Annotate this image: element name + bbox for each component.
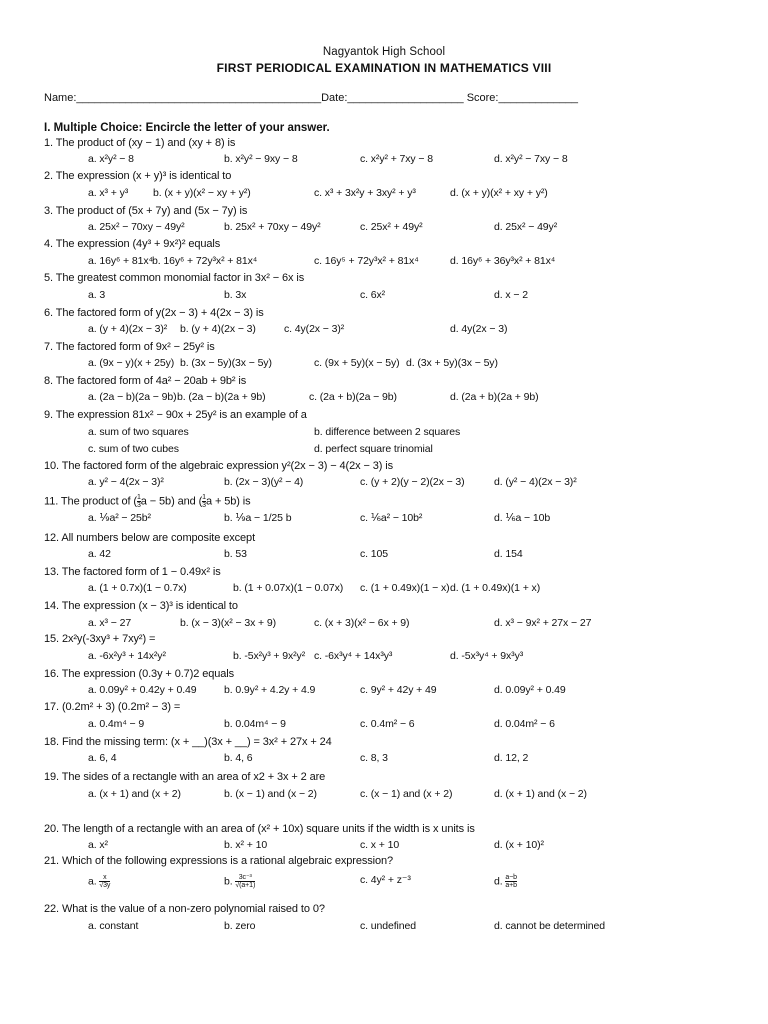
answer-choice-a[interactable]: a. (9x − y)(x + 25y) bbox=[88, 357, 175, 369]
question-stem: 22. What is the value of a non-zero polynomial raised to 0? bbox=[44, 903, 325, 915]
answer-choice-c[interactable]: c. 25x² + 49y² bbox=[360, 221, 423, 233]
answer-choice-b[interactable]: b. 16y⁶ + 72y³x² + 81x⁴ bbox=[152, 255, 258, 267]
answer-choice-a[interactable]: a. (2a − b)(2a − 9b) bbox=[88, 391, 177, 403]
answer-choice-a[interactable]: a. 6, 4 bbox=[88, 752, 117, 764]
answer-choice-d[interactable]: d. 25x² − 49y² bbox=[494, 221, 558, 233]
answer-choice-d[interactable]: d. (y² − 4)(2x − 3)² bbox=[494, 476, 577, 488]
answer-choice-b[interactable]: b. (x + y)(x² − xy + y²) bbox=[153, 187, 251, 199]
answer-choice-c[interactable]: c. sum of two cubes bbox=[88, 443, 179, 455]
question-stem: 3. The product of (5x + 7y) and (5x − 7y) is bbox=[44, 205, 248, 217]
answer-choice-c[interactable]: c. 8, 3 bbox=[360, 752, 388, 764]
question-stem: 6. The factored form of y(2x − 3) + 4(2x − 3) is bbox=[44, 307, 264, 319]
answer-choice-b[interactable]: b. 25x² + 70xy − 49y² bbox=[224, 221, 321, 233]
answer-choice-a[interactable]: a. constant bbox=[88, 920, 139, 932]
fraction-expression: $\frac{a-b}{a+b}$ bbox=[505, 874, 517, 889]
answer-choice-b[interactable]: b. x²y² − 9xy − 8 bbox=[224, 153, 298, 165]
answer-choice-a[interactable]: a. x² bbox=[88, 839, 108, 851]
answer-choice-a[interactable]: a. (x + 1) and (x + 2) bbox=[88, 788, 181, 800]
answer-choice-c[interactable]: c. 16y⁵ + 72y³x² + 81x⁴ bbox=[314, 255, 419, 267]
answer-choice-c[interactable]: c. ⅙a² − 10b² bbox=[360, 512, 423, 524]
answer-choice-d[interactable]: d. (1 + 0.49x)(1 + x) bbox=[450, 582, 541, 594]
answer-choice-d[interactable]: d. x³ − 9x² + 27x − 27 bbox=[494, 617, 592, 629]
answer-choice-d[interactable]: d. (x + 1) and (x − 2) bbox=[494, 788, 587, 800]
answer-choice-b[interactable]: b. difference between 2 squares bbox=[314, 426, 461, 438]
question-stem: 15. 2x²y(-3xy³ + 7xy²) = bbox=[44, 633, 156, 645]
question-stem: 16. The expression (0.3y + 0.7)2 equals bbox=[44, 668, 235, 680]
answer-choice-a[interactable]: a. (1 + 0.7x)(1 − 0.7x) bbox=[88, 582, 187, 594]
fraction-expression: $\frac{\text{3c⁻³}}{√(a+1)}$ bbox=[235, 874, 256, 889]
answer-choice-c[interactable]: c. (9x + 5y)(x − 5y) bbox=[314, 357, 400, 369]
answer-choice-a[interactable]: a. x³ + y³ bbox=[88, 187, 129, 199]
answer-choice-b[interactable]: b. 4, 6 bbox=[224, 752, 253, 764]
answer-choice-a[interactable]: a. 0.09y² + 0.42y + 0.49 bbox=[88, 684, 197, 696]
answer-choice-b[interactable]: b. 3x bbox=[224, 289, 247, 301]
answer-choice-c[interactable]: c. 9y² + 42y + 49 bbox=[360, 684, 437, 696]
answer-choice-d[interactable]: d. 154 bbox=[494, 548, 523, 560]
question-stem: 20. The length of a rectangle with an area of (x² + 10x) square units if the width is x units is bbox=[44, 823, 475, 835]
question-stem: 13. The factored form of 1 − 0.49x² is bbox=[44, 566, 221, 578]
question-stem: 17. (0.2m² + 3) (0.2m² − 3) = bbox=[44, 701, 181, 713]
answer-choice-a[interactable]: a. -6x²y³ + 14x²y² bbox=[88, 650, 166, 662]
answer-choice-c[interactable]: c. 4y² + z⁻³ bbox=[360, 874, 411, 886]
question-stem: 14. The expression (x − 3)³ is identical to bbox=[44, 600, 238, 612]
answer-choice-b[interactable]: b. $\frac{\text{3c⁻³}}{√(a+1)}$ bbox=[224, 874, 256, 889]
answer-choice-d[interactable]: d. (x + 10)² bbox=[494, 839, 544, 851]
answer-choice-a[interactable]: a. 25x² − 70xy − 49y² bbox=[88, 221, 185, 233]
answer-choice-d[interactable]: d. x − 2 bbox=[494, 289, 528, 301]
question-stem: 4. The expression (4y³ + 9x²)² equals bbox=[44, 238, 221, 250]
answer-choice-a[interactable]: a. 16y⁶ + 81x⁴ bbox=[88, 255, 153, 267]
fraction-expression: $\frac{x}{√3y}$ bbox=[99, 874, 111, 889]
question-stem: 1. The product of (xy − 1) and (xy + 8) is bbox=[44, 137, 236, 149]
answer-choice-b[interactable]: b. ⅑a − 1/25 b bbox=[224, 512, 292, 524]
answer-choice-c[interactable]: c. 0.4m² − 6 bbox=[360, 718, 415, 730]
question-stem: 18. Find the missing term: (x + __)(3x + __) = 3x² + 27x + 24 bbox=[44, 736, 332, 748]
answer-choice-d[interactable]: d. 0.09y² + 0.49 bbox=[494, 684, 566, 696]
answer-choice-c[interactable]: c. x²y² + 7xy − 8 bbox=[360, 153, 433, 165]
answer-choice-d[interactable]: d. -5x³y⁴ + 9x³y³ bbox=[450, 650, 524, 662]
question-stem: 19. The sides of a rectangle with an area of x2 + 3x + 2 are bbox=[44, 771, 326, 783]
question-stem: 7. The factored form of 9x² − 25y² is bbox=[44, 341, 215, 353]
answer-choice-a[interactable]: a. (y + 4)(2x − 3)² bbox=[88, 323, 168, 335]
answer-choice-b[interactable]: b. (2x − 3)(y² − 4) bbox=[224, 476, 304, 488]
answer-choice-d[interactable]: d. (2a + b)(2a + 9b) bbox=[450, 391, 539, 403]
fraction-one-third: $\frac{1}{3}$ bbox=[202, 494, 206, 509]
answer-choice-c[interactable]: c. 6x² bbox=[360, 289, 386, 301]
answer-choice-c[interactable]: c. undefined bbox=[360, 920, 417, 932]
answer-choice-d[interactable]: d. (3x + 5y)(3x − 5y) bbox=[406, 357, 498, 369]
answer-choice-b[interactable]: b. 0.9y² + 4.2y + 4.9 bbox=[224, 684, 316, 696]
question-stem: 11. The product of ( $\frac{1}{3}$ a − 5b) and ( $\frac{1}{3}$ a + 5b) is bbox=[44, 494, 251, 509]
exam-title: FIRST PERIODICAL EXAMINATION IN MATHEMATICS VIII bbox=[216, 61, 552, 75]
answer-choice-b[interactable]: b. x² + 10 bbox=[224, 839, 268, 851]
answer-choice-d[interactable]: d. 12, 2 bbox=[494, 752, 529, 764]
answer-choice-b[interactable]: b. (y + 4)(2x − 3) bbox=[180, 323, 256, 335]
answer-choice-c[interactable]: c. 105 bbox=[360, 548, 389, 560]
answer-choice-d[interactable]: d. $\frac{a-b}{a+b}$ bbox=[494, 874, 517, 889]
question-stem: 8. The factored form of 4a² − 20ab + 9b² is bbox=[44, 375, 247, 387]
answer-choice-b[interactable]: b. (x − 1) and (x − 2) bbox=[224, 788, 317, 800]
name-date-score-line: Name:________________________________________Date:___________________ Score:_____________ bbox=[44, 92, 579, 104]
answer-choice-c[interactable]: c. (x + 3)(x² − 6x + 9) bbox=[314, 617, 410, 629]
question-stem: 5. The greatest common monomial factor in 3x² − 6x is bbox=[44, 272, 305, 284]
answer-choice-a[interactable]: a. $\frac{x}{√3y}$ bbox=[88, 874, 111, 889]
answer-choice-d[interactable]: d. 16y⁶ + 36y³x² + 81x⁴ bbox=[450, 255, 556, 267]
answer-choice-c[interactable]: c. x³ + 3x²y + 3xy² + y³ bbox=[314, 187, 416, 199]
answer-choice-b[interactable]: b. -5x²y³ + 9x²y² bbox=[233, 650, 306, 662]
answer-choice-b[interactable]: b. (2a − b)(2a + 9b) bbox=[177, 391, 266, 403]
answer-choice-d[interactable]: d. cannot be determined bbox=[494, 920, 605, 932]
answer-choice-c[interactable]: c. 4y(2x − 3)² bbox=[284, 323, 345, 335]
answer-choice-c[interactable]: c. x + 10 bbox=[360, 839, 400, 851]
answer-choice-a[interactable]: a. y² − 4(2x − 3)² bbox=[88, 476, 164, 488]
fraction-one-third: $\frac{1}{3}$ bbox=[136, 494, 141, 509]
answer-choice-c[interactable]: c. (x − 1) and (x + 2) bbox=[360, 788, 453, 800]
answer-choice-d[interactable]: d. ⅙a − 10b bbox=[494, 512, 551, 524]
answer-choice-c[interactable]: c. -6x³y⁴ + 14x³y³ bbox=[314, 650, 393, 662]
question-stem: 9. The expression 81x² − 90x + 25y² is an example of a bbox=[44, 409, 307, 421]
answer-choice-a[interactable]: a. x²y² − 8 bbox=[88, 153, 134, 165]
section-instruction: I. Multiple Choice: Encircle the letter of your answer. bbox=[44, 122, 330, 134]
school-name: Nagyantok High School bbox=[322, 46, 446, 58]
answer-choice-c[interactable]: c. (y + 2)(y − 2)(2x − 3) bbox=[360, 476, 465, 488]
answer-choice-a[interactable]: a. 3 bbox=[88, 289, 106, 301]
answer-choice-d[interactable]: d. perfect square trinomial bbox=[314, 443, 433, 455]
answer-choice-d[interactable]: d. 0.04m² − 6 bbox=[494, 718, 555, 730]
answer-choice-a[interactable]: a. 0.4m⁴ − 9 bbox=[88, 718, 145, 730]
answer-choice-d[interactable]: d. 4y(2x − 3) bbox=[450, 323, 508, 335]
answer-choice-b[interactable]: b. 53 bbox=[224, 548, 247, 560]
answer-choice-a[interactable]: a. 42 bbox=[88, 548, 111, 560]
answer-choice-c[interactable]: c. (2a + b)(2a − 9b) bbox=[309, 391, 397, 403]
answer-choice-d[interactable]: d. (x + y)(x² + xy + y²) bbox=[450, 187, 548, 199]
answer-choice-a[interactable]: a. ⅑a² − 25b² bbox=[88, 512, 151, 524]
answer-choice-a[interactable]: a. sum of two squares bbox=[88, 426, 189, 438]
question-stem: 10. The factored form of the algebraic expression y²(2x − 3) − 4(2x − 3) is bbox=[44, 460, 394, 472]
answer-choice-b[interactable]: b. zero bbox=[224, 920, 256, 932]
answer-choice-b[interactable]: b. 0.04m⁴ − 9 bbox=[224, 718, 286, 730]
answer-choice-b[interactable]: b. (1 + 0.07x)(1 − 0.07x) bbox=[233, 582, 344, 594]
question-stem: 21. Which of the following expressions is a rational algebraic expression? bbox=[44, 855, 394, 867]
answer-choice-b[interactable]: b. (3x − 5y)(3x − 5y) bbox=[180, 357, 272, 369]
question-stem: 2. The expression (x + y)³ is identical to bbox=[44, 170, 232, 182]
question-stem: 12. All numbers below are composite except bbox=[44, 532, 256, 544]
answer-choice-d[interactable]: d. x²y² − 7xy − 8 bbox=[494, 153, 568, 165]
answer-choice-a[interactable]: a. x³ − 27 bbox=[88, 617, 132, 629]
answer-choice-c[interactable]: c. (1 + 0.49x)(1 − x) bbox=[360, 582, 450, 594]
answer-choice-b[interactable]: b. (x − 3)(x² − 3x + 9) bbox=[180, 617, 277, 629]
